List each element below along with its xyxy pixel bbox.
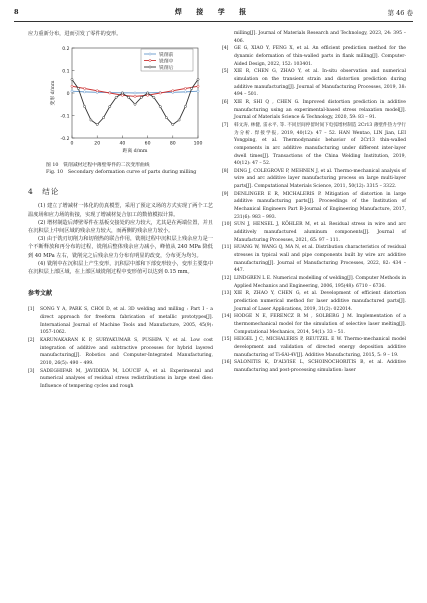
data-point: [172, 124, 174, 126]
ref-text: LINDGREN L E. Numerical modelling of welding[J]. Computer Methods in Applied Mechanics and Engineering, 2006, 195(48): 6710 – 6736.: [234, 276, 406, 289]
references-title: 参考文献: [28, 290, 53, 298]
data-point: [121, 92, 123, 94]
data-point: [96, 90, 98, 92]
ref-number: [13]: [222, 291, 232, 297]
reference-item: [222, 45, 406, 68]
reference-item: [222, 275, 406, 290]
ref-number: [14]: [222, 314, 232, 320]
x-tick-label: 40: [119, 141, 126, 147]
legend-label: 铣削后: [159, 66, 174, 72]
ref-text: HODGE N E, FERENCZ R M , SOLBERG J M. Implementation of a thermomechanical model for the simulation of selective laser melting[J]. Computational Mechanics, 2014, 54(1): 33 – 51.: [234, 314, 406, 335]
data-point: [184, 91, 186, 93]
reference-item: [222, 336, 406, 359]
data-point: [184, 88, 186, 90]
conclusion-3: (3) 由于铣刃切削力和切削热的联合作用，铣削过程中沉积层上残余应力是一个不断释放和再分布的过程，铣削后整体残余应力减小，峰值从 240 MPa 降低到 40 MPa 左右，铣削完之后残余应力分布有明显的改变，分布更为均匀。: [28, 236, 213, 259]
reference-item: [28, 337, 213, 368]
reference-item: [222, 313, 406, 336]
data-point: [71, 85, 73, 87]
ref-text: XIE R, SHI Q , CHEN G. Improved distortion prediction in additive manufacturing using an experimental-based stress relaxation model[J]. Journal of Materials Science & Technology, 2020, 59: 83 – 91.: [234, 99, 406, 121]
data-point: [140, 97, 142, 99]
ref-text: GE G, XIAO Y, FENG X, et al. An efficient prediction method for the dynamic deformation of thin-walled parts in flank milling[J]. Computer-Aided Design, 2022, 152: 103401.: [234, 46, 406, 67]
reference-item: [28, 306, 213, 337]
ref-text: DING J, COLEGROVE P, MEHNEN J, et al. Thermo-mechanical analysis of wire and arc additive layer manufacturing process on large multi-layer parts[J]. Computational Materials Science, 2011, 50(12): 3315 – 3322.: [234, 168, 406, 190]
section-title: 4 结论: [28, 187, 60, 197]
intro-line: 应力重新分布，进而引发了零件的变形。: [28, 31, 122, 37]
left-column: [28, 30, 213, 391]
y-tick-label: -0.1: [60, 114, 70, 120]
data-point: [84, 106, 86, 108]
ref-text: HUANG W, WANG Q, MA N, et al. Distribution characteristics of residual stresses in typical wall and pipe components built by wire arc additive manufacturing[J]. Journal of Manufacturing Processes, 2022, 82: 434 – 447.: [234, 245, 406, 274]
y-tick-label: 0.1: [62, 69, 70, 75]
ref-text: 韩文涛, 林健, 雷永平, 等. 不同层间停留时间下电弧增材制造 2Cr13 薄壁件热力学行为分析. 焊接学报, 2019, 40(12): 47 – 52. HAN Wentao, LIN Jian, LEI Yongping, et al. Thermodynamic behavior of 2Cr13 thin-walled components in arc additive manufacturing under different inter-layer dwell times[J]. Transactions of the China Welding Institution, 2019, 40(12): 47 – 52.: [234, 122, 406, 167]
data-point: [197, 79, 199, 81]
ref-number: [10]: [222, 222, 232, 228]
legend-marker: [149, 53, 151, 55]
ref-text: SADEGHIFAR M, JAVIDIKIA M, LOUCIF A, et al. Experimental and numerical analyses of residual stress redistributions in large steel dies: Influence of tempering cycles and rough: [40, 368, 213, 389]
x-tick-label: 80: [169, 141, 176, 147]
data-point: [90, 119, 92, 121]
data-point: [121, 94, 123, 96]
legend-marker: [149, 66, 151, 68]
ref-text: SUN J, HENSEL J, KÖHLER M, et al. Residual stress in wire and arc additively manufactured aluminum components[J]. Journal of Manufacturing Processes, 2021, 65: 97 – 111.: [234, 222, 406, 243]
data-point: [147, 94, 149, 96]
journal-title: 焊 接 学 报: [174, 7, 253, 16]
conclusion-4: (4) 铣削中在沉积层上产生变形，沉积层中部和下部变形较小，变形主要集中在沉积层上部区域，在上部区域铣削过程中变形值可以达到 0.15 mm。: [28, 260, 213, 276]
ref-number: [8]: [222, 168, 229, 174]
ref-text: SONG Y A, PARK S, CHOI D, et al. 3D welding and milling : Part I - a direct approach for freeform fabrication of metallic prototypes[J]. International Journal of Machine Tools and Manufacture, 2005, 45(9): 1057-1062.: [40, 307, 213, 336]
reference-item: [222, 122, 406, 168]
data-point: [165, 117, 167, 119]
reference-item: [222, 359, 406, 374]
ref-text: HEIGEL J C, MICHALERIS P, REUTZEL E W. Thermo-mechanical model development and validation of directed energy deposition additive manufacturing of Ti-6Al-4V[J]. Additive Manufacturing, 2015, 5: 9 – 19.: [234, 337, 406, 358]
data-point: [77, 88, 79, 90]
right-column: [222, 30, 406, 375]
conclusion-1: (1) 建立了增减材一体化的仿真模型，采用了预定义场的方式实现了两个工艺温度场和应力场的衔接，实现了增减材复合加工的数值模拟计算。: [28, 203, 213, 218]
legend-marker: [149, 60, 151, 62]
x-axis-label: 距离 d/mm: [122, 149, 148, 155]
data-point: [96, 124, 98, 126]
data-point: [134, 103, 136, 105]
legend-label: 铣削中: [159, 59, 174, 65]
ref-number: [11]: [222, 245, 232, 251]
data-point: [109, 92, 111, 94]
data-point: [71, 90, 73, 92]
x-tick-label: 0: [70, 141, 74, 147]
legend-label: 铣削前: [159, 53, 174, 59]
ref-text: DENLINGER E R, MICHALERIS P. Mitigation of distortion in large additive manufacturing parts[J]. Proceedings of the Institution of Mechanical Engineers Part B-Journal of Engineering Manufacture, 2017, 231(6): 983 – 993.: [234, 191, 406, 220]
ref-text: milling[J]. Journal of Materials Research and Technology, 2023, 24: 395 – 406.: [234, 31, 406, 44]
reference-item: [222, 68, 406, 99]
ref-number: [9]: [222, 191, 229, 197]
ref-text: XIE R, ZHAO Y, CHEN G, et al. Development of efficient distortion prediction numerical method for laser additive manufactured parts[J]. Journal of Laser Applications, 2019, 31(2): 022014.: [234, 291, 406, 312]
data-point: [197, 90, 199, 92]
data-point: [172, 90, 174, 92]
page-number: 8: [14, 8, 19, 16]
ref-number: [6]: [222, 99, 229, 105]
reference-item: [222, 30, 406, 45]
ref-text: KARUNAKARAN K P, SURYAKUMAR S, PUSHPA V, et al. Low cost integration of additive and subtractive processes for hybrid layered manufacturing[J]. Robotics and Computer-Integrated Manufacturing, 2010, 26(5): 490 – 499.: [40, 338, 213, 367]
data-point: [84, 88, 86, 90]
ref-number: [1]: [28, 307, 35, 313]
ref-number: [3]: [28, 368, 35, 374]
reference-item: [222, 191, 406, 222]
left-references: [28, 306, 213, 390]
caption-zh: 图 10 铣削减材过程中薄壁零件的二次变形曲线: [46, 163, 150, 169]
y-tick-label: 0.2: [62, 47, 70, 53]
ref-number: [5]: [222, 69, 229, 75]
data-point: [191, 88, 193, 90]
reference-item: [222, 221, 406, 244]
data-point: [159, 92, 161, 94]
header-rule: [14, 21, 413, 22]
data-point: [128, 97, 130, 99]
ref-number: [12]: [222, 276, 232, 281]
ref-number: [7]: [222, 122, 229, 128]
figure-10: [28, 42, 213, 160]
volume-label: 第 46 卷: [387, 9, 413, 17]
y-axis-label: 变形 d/mm: [51, 80, 56, 106]
reference-item: [222, 290, 406, 313]
caption-en-main: Fig. 10 Secondary deformation curve of parts during milling: [46, 170, 197, 176]
x-tick-label: 20: [94, 141, 101, 147]
data-point: [84, 91, 86, 93]
data-point: [71, 79, 73, 81]
x-tick-label: 100: [193, 141, 203, 147]
conclusion-2: (2) 增材制造后薄壁零件在基板交接处的应力较大，尤其是在两端位置，并且在沉积层上中间区域的残余应力较大，而两侧的残余应力较小。: [28, 219, 213, 235]
reference-item: [222, 244, 406, 275]
data-point: [115, 97, 117, 99]
caption-en: [28, 169, 213, 176]
x-tick-label: 60: [144, 141, 151, 147]
reference-item: [222, 168, 406, 191]
ref-number: [15]: [222, 337, 232, 343]
series-line: [72, 80, 198, 125]
data-point: [109, 106, 111, 108]
series-line: [72, 86, 198, 96]
deformation-chart: [28, 42, 213, 160]
page-header: [14, 6, 413, 20]
ref-text: XIE R, CHEN G, ZHAO Y, et al. In-situ observation and numerical simulation on the transient strain and distortion prediction during additive manufacturing[J]. Journal of Manufacturing Processes, 2019, 38: 494 – 501.: [234, 69, 406, 98]
data-point: [153, 97, 155, 99]
figure-caption: [28, 162, 213, 176]
ref-number: [16]: [222, 360, 232, 366]
data-point: [178, 119, 180, 121]
reference-item: [222, 99, 406, 122]
y-tick-label: 0: [66, 92, 70, 98]
ref-number: [2]: [28, 338, 35, 344]
y-tick-label: -0.2: [60, 137, 70, 143]
reference-item: [28, 368, 213, 391]
data-point: [197, 85, 199, 87]
data-point: [134, 95, 136, 97]
ref-number: [4]: [222, 46, 229, 52]
data-point: [184, 106, 186, 108]
data-point: [102, 117, 104, 119]
data-point: [134, 92, 136, 94]
data-point: [159, 106, 161, 108]
data-point: [147, 92, 149, 94]
ref-text: SALONITIS K, D'ALVISE L, SCHOINOCHORITIS B, et al. Additive manufacturing and post-processing simulation: laser: [234, 360, 406, 373]
